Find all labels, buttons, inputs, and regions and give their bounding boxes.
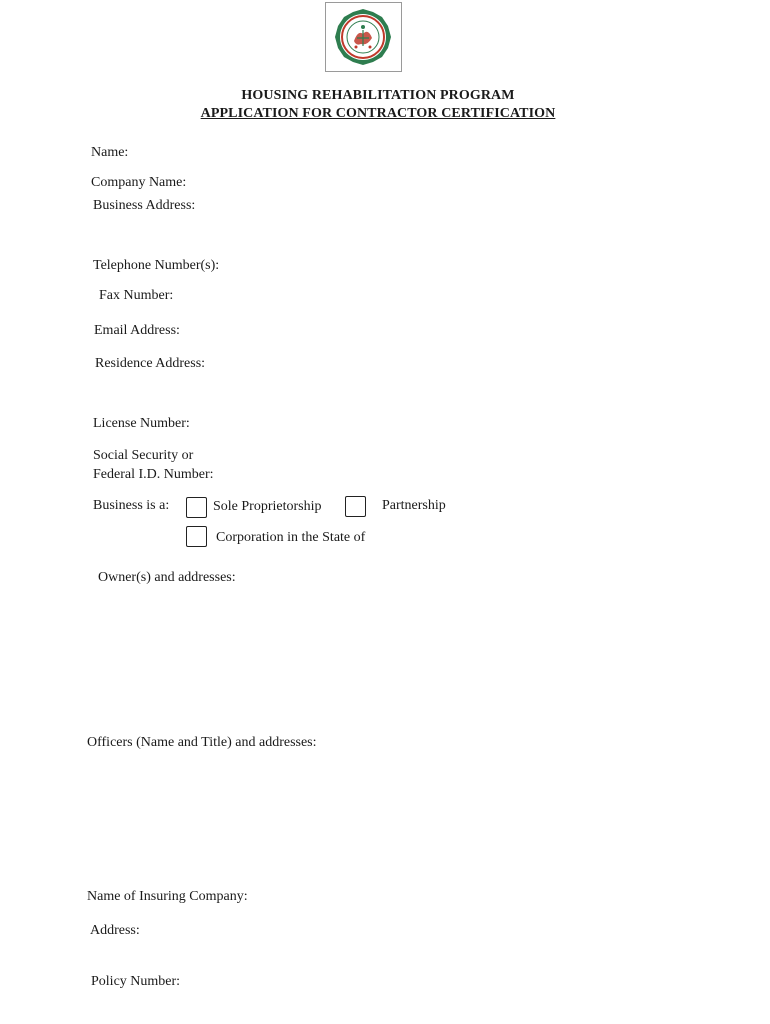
telephone-label: Telephone Number(s): — [93, 258, 220, 273]
business-type-label: Business is a: — [93, 498, 170, 513]
official-seal-icon — [334, 8, 392, 66]
corporation-checkbox[interactable] — [186, 526, 207, 547]
form-title-line2: APPLICATION FOR CONTRACTOR CERTIFICATION — [200, 106, 556, 121]
business-address-label: Business Address: — [93, 198, 196, 213]
ssn-label-line2: Federal I.D. Number: — [93, 467, 214, 482]
sole-proprietorship-checkbox[interactable] — [186, 497, 207, 518]
officers-label: Officers (Name and Title) and addresses: — [87, 735, 317, 750]
fax-label: Fax Number: — [99, 288, 174, 303]
form-title-line1: HOUSING REHABILITATION PROGRAM — [241, 88, 515, 103]
license-number-label: License Number: — [93, 416, 190, 431]
policy-number-label: Policy Number: — [91, 974, 181, 989]
name-label: Name: — [91, 145, 129, 160]
insuring-company-label: Name of Insuring Company: — [87, 889, 248, 904]
logo-frame — [325, 2, 402, 72]
owners-label: Owner(s) and addresses: — [98, 570, 236, 585]
residence-address-label: Residence Address: — [95, 356, 206, 371]
ssn-label-line1: Social Security or — [93, 448, 194, 463]
sole-proprietorship-label: Sole Proprietorship — [213, 499, 322, 514]
insurer-address-label: Address: — [90, 923, 140, 938]
partnership-checkbox[interactable] — [345, 496, 366, 517]
company-name-label: Company Name: — [91, 175, 187, 190]
email-label: Email Address: — [94, 323, 180, 338]
partnership-label: Partnership — [382, 498, 446, 513]
corporation-label: Corporation in the State of — [216, 530, 366, 545]
